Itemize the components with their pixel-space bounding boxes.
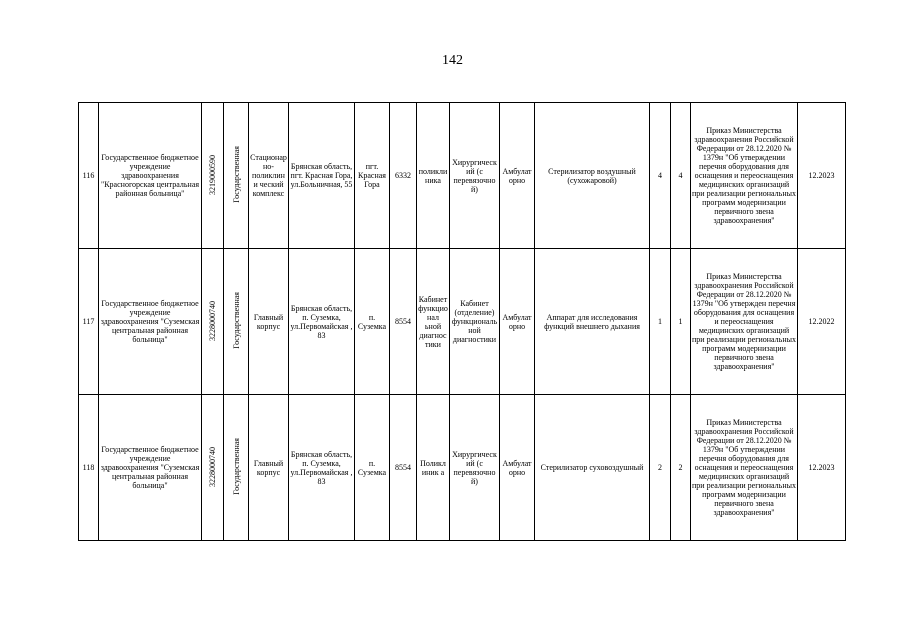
- organization-name: Государственное бюджетное учреждение здравоохранения "Красногорская центральная районная больница": [99, 103, 202, 249]
- table-row: [79, 249, 846, 395]
- quantity-cell-2: 4: [671, 103, 691, 249]
- inn-cell: [202, 249, 224, 395]
- quantity-cell-2: 2: [671, 395, 691, 541]
- basis-cell: Приказ Министерства здравоохранения Российской Федерации от 28.12.2020 № 1379н "Об утвержден перечня оборудования для оснащения и переоснащения медицинских организаций при реализации региональных программ модернизации первичного звена здравоохранения": [691, 249, 798, 395]
- address-cell: Брянская область, п. Суземка, ул.Первомайская , 83: [289, 249, 355, 395]
- inn-cell: [202, 395, 224, 541]
- page-number: 142: [442, 53, 463, 68]
- department-cell: Кабинет (отделение) функциональ ной диагностики: [450, 249, 500, 395]
- ownership-text: Государственная: [231, 146, 241, 203]
- basis-cell: Приказ Министерства здравоохранения Российской Федерации от 28.12.2020 № 1379н "Об утверждении перечня оборудования для оснащения и переоснащения медицинских организаций при реализации региональных программ модернизации первичного звена здравоохранения": [691, 395, 798, 541]
- ownership-text: Государственная: [231, 438, 241, 495]
- table-row: [79, 395, 846, 541]
- department-cell: Хирургическ ий (с перевязочно й): [450, 395, 500, 541]
- organization-name: Государственное бюджетное учреждение здравоохранения "Суземская центральная районная больница": [99, 395, 202, 541]
- quantity-cell-2: 1: [671, 249, 691, 395]
- care-type-cell: Амбулат орно: [500, 395, 535, 541]
- table-row: [79, 103, 846, 249]
- inn-cell: [202, 103, 224, 249]
- row-number: 118: [79, 395, 99, 541]
- address-cell: Брянская область, п. Суземка, ул.Первомайская , 83: [289, 395, 355, 541]
- ownership-text: Государственная: [231, 292, 241, 349]
- building-cell: Главный корпус: [249, 249, 289, 395]
- inn-text: 3219000590: [208, 154, 217, 195]
- locality-cell: пгт. Красная Гора: [355, 103, 390, 249]
- equipment-cell: Аппарат для исследования функций внешнего дыхания: [535, 249, 650, 395]
- unit-cell: Кабинет функционал ьной диагностики: [417, 249, 450, 395]
- basis-cell: Приказ Министерства здравоохранения Российской Федерации от 28.12.2020 № 1379н "Об утверждении перечня оборудования для оснащения и переоснащения медицинских организаций при реализации региональных программ модернизации первичного звена здравоохранения": [691, 103, 798, 249]
- unit-cell: поликлиника: [417, 103, 450, 249]
- equipment-table: [78, 102, 846, 541]
- quantity-cell: 1: [650, 249, 671, 395]
- code-cell: 8554: [390, 395, 417, 541]
- care-type-cell: Амбулат орно: [500, 103, 535, 249]
- date-cell: 12.2022: [798, 249, 846, 395]
- date-cell: 12.2023: [798, 103, 846, 249]
- equipment-cell: Стерилизатор воздушный (сухожаровой): [535, 103, 650, 249]
- inn-text: 3228000740: [208, 300, 217, 341]
- inn-text: 3228000740: [208, 446, 217, 487]
- quantity-cell: 4: [650, 103, 671, 249]
- locality-cell: п. Суземка: [355, 395, 390, 541]
- building-cell: Стационар но-поликлини ческий комплекс: [249, 103, 289, 249]
- locality-cell: п. Суземка: [355, 249, 390, 395]
- organization-name: Государственное бюджетное учреждение здравоохранения "Суземская центральная районная больница": [99, 249, 202, 395]
- row-number: 117: [79, 249, 99, 395]
- code-cell: 8554: [390, 249, 417, 395]
- ownership-cell: [224, 103, 249, 249]
- date-cell: 12.2023: [798, 395, 846, 541]
- care-type-cell: Амбулат орно: [500, 249, 535, 395]
- code-cell: 6332: [390, 103, 417, 249]
- row-number: 116: [79, 103, 99, 249]
- address-cell: Брянская область, пгт. Красная Гора, ул.Больничная, 55: [289, 103, 355, 249]
- ownership-cell: [224, 395, 249, 541]
- quantity-cell: 2: [650, 395, 671, 541]
- building-cell: Главный корпус: [249, 395, 289, 541]
- department-cell: Хирургическ ий (с перевязочно й): [450, 103, 500, 249]
- unit-cell: Поликлиник а: [417, 395, 450, 541]
- ownership-cell: [224, 249, 249, 395]
- equipment-cell: Стерилизатор суховоздушный: [535, 395, 650, 541]
